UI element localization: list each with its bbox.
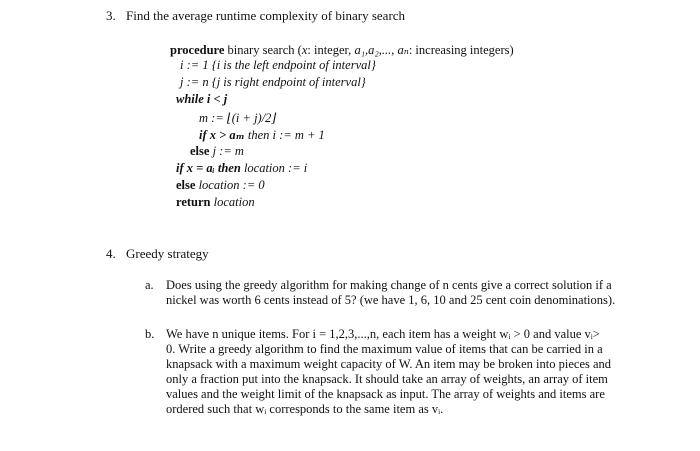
code-line-5: m := ⌊(i + j)/2⌋ xyxy=(199,111,277,125)
code-line-7: else j := m xyxy=(190,144,244,158)
code-line-6: if x > aₘ then i := m + 1 xyxy=(199,128,325,142)
part-a-text: Does using the greedy algorithm for making change of n cents give a correct solution if a nickel was worth 6 cents instead of 5? (we have 1, 6, 10 and 25 cent coin denominations). xyxy=(166,278,616,307)
code-line-4: while i < j xyxy=(176,92,228,106)
code-line-8: if x = aᵢ then location := i xyxy=(176,161,308,175)
question-4-number: 4. xyxy=(106,246,116,261)
code-line-10: return location xyxy=(176,195,255,209)
code-line-1: procedure binary search (x: integer, a₁,a₂,..., aₙ: increasing integers) xyxy=(170,43,514,57)
part-a-label: a. xyxy=(145,278,154,292)
code-line-3: j := n {j is right endpoint of interval} xyxy=(180,75,366,89)
question-3-title: Find the average runtime complexity of binary search xyxy=(126,8,406,23)
code-line-9: else location := 0 xyxy=(176,178,265,192)
part-b-text: We have n unique items. For i = 1,2,3,...,n, each item has a weight wᵢ > 0 and value vᵢ> 0. Write a greedy algorithm to find the maximum value of items that can be carried in a knapsack with a maximum weight capacity of W. An item may be broken into pieces and only a fraction put into the knapsack. It should take an array of weights, an array of item values and the weight limit of the knapsack as input. The array of weights and items are ordered such that wᵢ corresponds to the same item as vᵢ. xyxy=(166,327,612,416)
question-4-title: Greedy strategy xyxy=(126,246,209,261)
question-3-number: 3. xyxy=(106,8,116,23)
part-b-label: b. xyxy=(145,327,155,341)
code-line-2: i := 1 {i is the left endpoint of interval} xyxy=(180,58,376,72)
